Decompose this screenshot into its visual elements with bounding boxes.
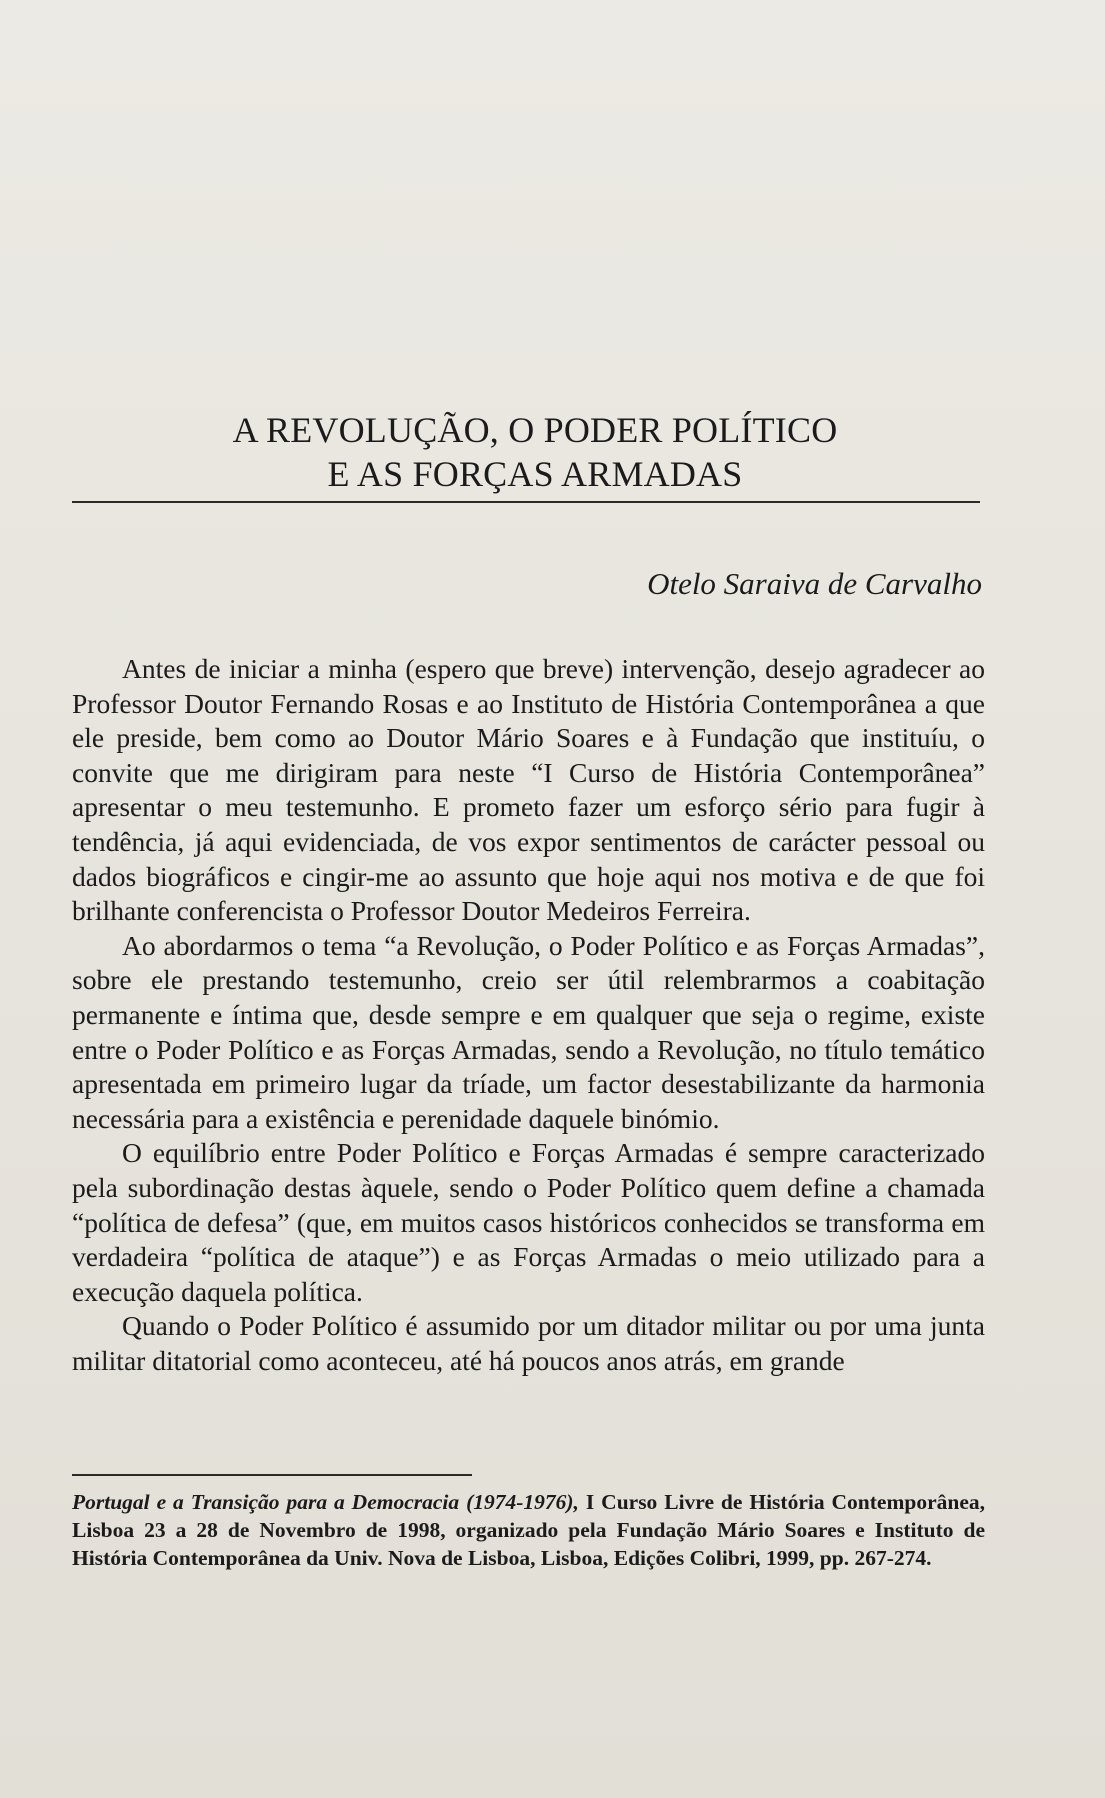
article-body	[72, 652, 985, 1378]
paragraph-3: O equilíbrio entre Poder Político e Forças Armadas é sempre caracterizado pela subordinação destas àquele, sendo o Poder Político quem define a chamada “política de defesa” (que, em muitos casos históricos conhecidos se transforma em verdadeira “política de ataque”) e as Forças Armadas o meio utilizado para a execução daquela política.	[72, 1137, 985, 1307]
footnote	[72, 1488, 985, 1572]
article-title-line2: E AS FORÇAS ARMADAS	[327, 454, 743, 494]
article-title-line1: A REVOLUÇÃO, O PODER POLÍTICO	[232, 410, 838, 450]
title-rule	[72, 501, 980, 503]
author-name: Otelo Saraiva de Carvalho	[647, 566, 982, 601]
footnote-rule	[72, 1474, 472, 1476]
footnote-details: I Curso Livre de História Contemporânea, Lisboa 23 a 28 de Novembro de 1998, organizado pela Fundação Mário Soares e Instituto de História Contemporânea da Univ. Nova de Lisboa, Lisboa, Edições Colibri, 1999, pp. 267-274.	[72, 1490, 985, 1570]
paragraph-1: Antes de iniciar a minha (espero que breve) intervenção, desejo agradecer ao Professor Doutor Fernando Rosas e ao Instituto de História Contemporânea a que ele preside, bem como ao Doutor Mário Soares e à Fundação que instituíu, o convite que me dirigiram para neste “I Curso de História Contemporânea” apresentar o meu testemunho. E prometo fazer um esforço sério para fugir à tendência, já aqui evidenciada, de vos expor sentimentos de carácter pessoal ou dados biográficos e cingir-me ao assunto que hoje aqui nos motiva e de que foi brilhante conferencista o Professor Doutor Medeiros Ferreira.	[72, 653, 985, 927]
paragraph-2: Ao abordarmos o tema “a Revolução, o Poder Político e as Forças Armadas”, sobre ele prestando testemunho, creio ser útil relembrarmos a coabitação permanente e íntima que, desde sempre e em qualquer que seja o regime, existe entre o Poder Político e as Forças Armadas, sendo a Revolução, no título temático apresentada em primeiro lugar da tríade, um factor desestabilizante da harmonia necessária para a existência e perenidade daquele binómio.	[72, 929, 985, 1134]
paragraph-4: Quando o Poder Político é assumido por um ditador militar ou por uma junta militar ditatorial como aconteceu, até há poucos anos atrás, em grande	[72, 1310, 985, 1376]
footnote-book-title: Portugal e a Transição para a Democracia (1974-1976),	[72, 1490, 579, 1514]
article-title	[70, 408, 1000, 496]
